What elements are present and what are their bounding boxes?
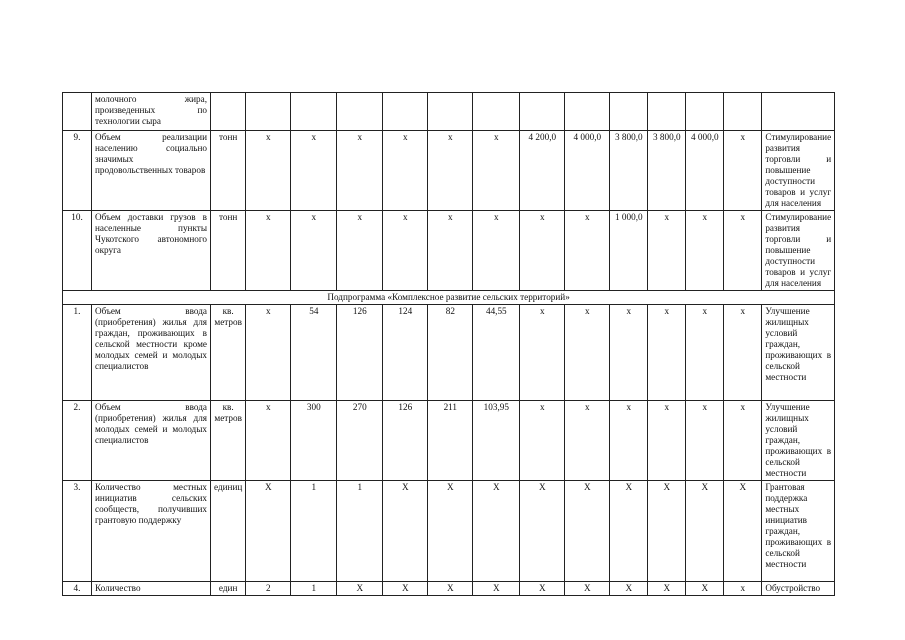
table-row	[63, 481, 835, 582]
result-cell: Грантовая поддержка местных инициатив граждан, проживающих в сельской местности	[762, 481, 835, 582]
value-cell: Х	[473, 582, 520, 596]
value-cell: 300	[291, 401, 337, 481]
table-row	[63, 401, 835, 481]
value-cell	[610, 93, 648, 131]
row-number: 3.	[63, 481, 92, 582]
value-cell	[383, 93, 428, 131]
value-cell: Х	[246, 481, 291, 582]
value-cell: Х	[428, 481, 473, 582]
value-cell: 124	[383, 305, 428, 401]
value-cell: 1	[291, 582, 337, 596]
value-cell: х	[473, 211, 520, 291]
subprogram-header-row	[63, 291, 835, 305]
value-cell: 270	[337, 401, 383, 481]
value-cell: Х	[383, 481, 428, 582]
unit-cell: един	[211, 582, 246, 596]
value-cell: х	[565, 211, 610, 291]
value-cell: Х	[520, 481, 565, 582]
value-cell: х	[337, 211, 383, 291]
table-body-top	[63, 93, 835, 291]
result-cell: Улучшение жилищных условий граждан, проживающих в сельской местности	[762, 401, 835, 481]
value-cell: х	[724, 582, 762, 596]
indicator-name: Количество	[92, 582, 211, 596]
value-cell: Х	[428, 582, 473, 596]
value-cell: х	[291, 211, 337, 291]
value-cell: х	[686, 211, 724, 291]
table-row	[63, 211, 835, 291]
value-cell	[473, 93, 520, 131]
row-number: 4.	[63, 582, 92, 596]
value-cell: 4 000,0	[565, 131, 610, 211]
value-cell: 1 000,0	[610, 211, 648, 291]
value-cell: 54	[291, 305, 337, 401]
row-number: 1.	[63, 305, 92, 401]
value-cell: х	[565, 401, 610, 481]
indicator-name: Объем ввода (приобретения) жилья для молодых семей и молодых специалистов	[92, 401, 211, 481]
value-cell: х	[686, 401, 724, 481]
value-cell: х	[337, 131, 383, 211]
value-cell: х	[428, 131, 473, 211]
indicator-name: Объем доставки грузов в населенные пункты Чукотского автономного округа	[92, 211, 211, 291]
value-cell: х	[383, 211, 428, 291]
value-cell: 4 000,0	[686, 131, 724, 211]
value-cell: х	[291, 131, 337, 211]
result-cell: Стимулирование развития торговли и повышение доступности товаров и услуг для населения	[762, 211, 835, 291]
value-cell: х	[686, 305, 724, 401]
value-cell: х	[610, 305, 648, 401]
value-cell: х	[610, 401, 648, 481]
value-cell: х	[246, 211, 291, 291]
row-number	[63, 93, 92, 131]
value-cell: х	[520, 305, 565, 401]
value-cell: 126	[337, 305, 383, 401]
unit-cell	[211, 93, 246, 131]
subprogram-header-section	[63, 291, 835, 305]
value-cell: Х	[648, 582, 686, 596]
value-cell: Х	[337, 582, 383, 596]
value-cell: Х	[383, 582, 428, 596]
table-row	[63, 305, 835, 401]
value-cell	[291, 93, 337, 131]
value-cell: х	[648, 305, 686, 401]
value-cell: Х	[610, 582, 648, 596]
value-cell	[565, 93, 610, 131]
value-cell	[724, 93, 762, 131]
value-cell: Х	[565, 582, 610, 596]
subprogram-title: Подпрограмма «Комплексное развитие сельских территорий»	[63, 291, 835, 305]
value-cell: х	[246, 305, 291, 401]
value-cell: 126	[383, 401, 428, 481]
value-cell: 1	[337, 481, 383, 582]
value-cell: х	[246, 401, 291, 481]
indicator-name: молочного жира, произведенных по технологии сыра	[92, 93, 211, 131]
indicator-name: Объем ввода (приобретения) жилья для граждан, проживающих в сельской местности кроме молодых семей и молодых специалистов	[92, 305, 211, 401]
value-cell: х	[648, 401, 686, 481]
value-cell: х	[246, 131, 291, 211]
value-cell: 82	[428, 305, 473, 401]
value-cell: 2	[246, 582, 291, 596]
value-cell	[686, 93, 724, 131]
value-cell: 211	[428, 401, 473, 481]
value-cell: х	[648, 211, 686, 291]
result-cell: Стимулирование развития торговли и повышение доступности товаров и услуг для населения	[762, 131, 835, 211]
value-cell: 1	[291, 481, 337, 582]
value-cell	[520, 93, 565, 131]
value-cell	[648, 93, 686, 131]
value-cell: Х	[565, 481, 610, 582]
value-cell: х	[724, 211, 762, 291]
value-cell: х	[473, 131, 520, 211]
table-row	[63, 131, 835, 211]
unit-cell: тонн	[211, 131, 246, 211]
result-cell: Улучшение жилищных условий граждан, проживающих в сельской местности	[762, 305, 835, 401]
value-cell: х	[520, 211, 565, 291]
value-cell	[428, 93, 473, 131]
table-body-bottom	[63, 305, 835, 596]
value-cell: Х	[724, 481, 762, 582]
result-cell	[762, 93, 835, 131]
value-cell: Х	[686, 582, 724, 596]
value-cell: 3 800,0	[648, 131, 686, 211]
value-cell: 3 800,0	[610, 131, 648, 211]
unit-cell: единиц	[211, 481, 246, 582]
value-cell: х	[565, 305, 610, 401]
value-cell: х	[520, 401, 565, 481]
row-number: 2.	[63, 401, 92, 481]
unit-cell: кв. метров	[211, 305, 246, 401]
value-cell: Х	[520, 582, 565, 596]
value-cell	[246, 93, 291, 131]
unit-cell: кв. метров	[211, 401, 246, 481]
indicator-name: Количество местных инициатив сельских сообществ, получивших грантовую поддержку	[92, 481, 211, 582]
unit-cell: тонн	[211, 211, 246, 291]
value-cell: Х	[610, 481, 648, 582]
value-cell: х	[724, 401, 762, 481]
indicators-table	[62, 92, 835, 596]
value-cell: 4 200,0	[520, 131, 565, 211]
result-cell: Обустройство	[762, 582, 835, 596]
value-cell: х	[724, 305, 762, 401]
value-cell	[337, 93, 383, 131]
value-cell: х	[428, 211, 473, 291]
indicator-name: Объем реализации населению социально значимых продовольственных товаров	[92, 131, 211, 211]
row-number: 10.	[63, 211, 92, 291]
value-cell: 103,95	[473, 401, 520, 481]
value-cell: х	[724, 131, 762, 211]
table-row	[63, 582, 835, 596]
value-cell: х	[383, 131, 428, 211]
value-cell: Х	[473, 481, 520, 582]
value-cell: Х	[686, 481, 724, 582]
row-number: 9.	[63, 131, 92, 211]
value-cell: 44,55	[473, 305, 520, 401]
value-cell: Х	[648, 481, 686, 582]
table-row	[63, 93, 835, 131]
